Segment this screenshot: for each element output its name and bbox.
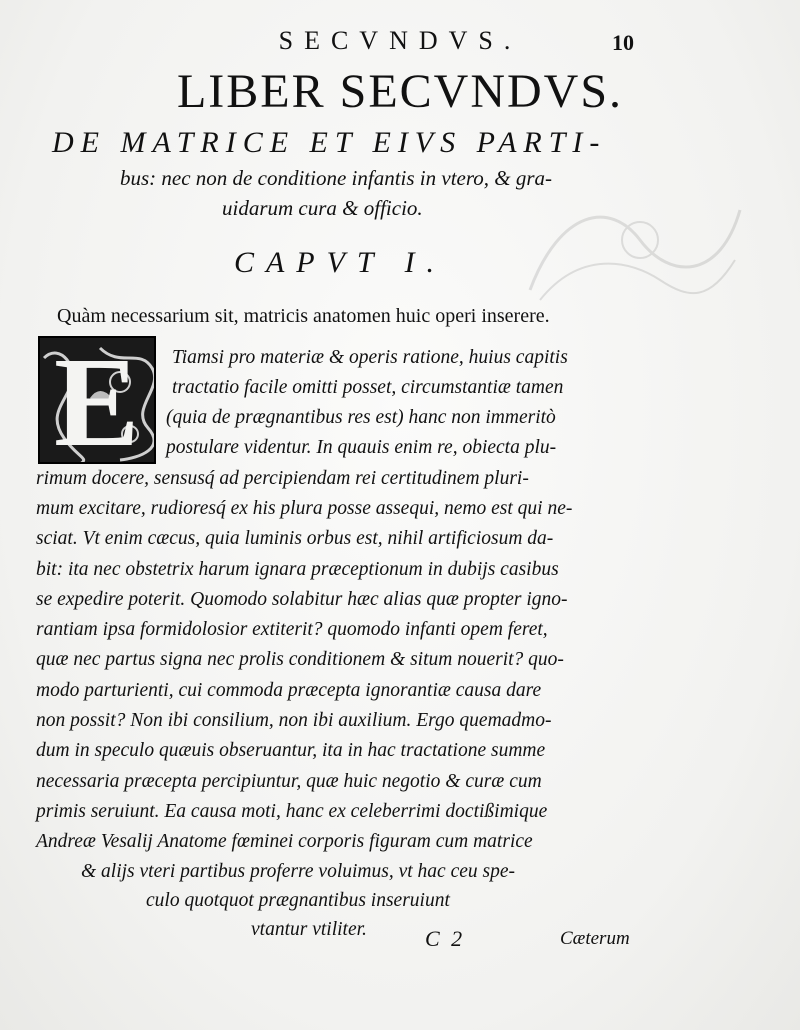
text-line: mum excitare, rudioresq́ ex his plura posse assequi, nemo est qui ne- — [36, 498, 573, 519]
text-line: rimum docere, sensusq́ ad percipiendam rei certitudinem pluri- — [36, 468, 529, 489]
signature-mark: C 2 — [425, 926, 466, 951]
running-head: SECVNDVS. — [278, 26, 522, 55]
catchword: Cæterum — [560, 928, 630, 949]
text-line: primis seruiunt. Ea causa moti, hanc ex celeberrimi doctißimique — [36, 801, 548, 822]
text-line: Tiamsi pro materiæ & operis ratione, huius capitis — [172, 347, 568, 368]
page-number: 10 — [612, 30, 634, 55]
book-title: LIBER SECVNDVS. — [176, 65, 624, 118]
text-line: & alijs vteri partibus proferre voluimus, vt hac ceu spe- — [81, 861, 515, 882]
initial-letter: E — [54, 336, 140, 464]
text-line: bit: ita nec obstetrix harum ignara præceptionum in dubijs casibus — [36, 559, 559, 580]
text-line: sciat. Vt enim cæcus, quia luminis orbus est, nihil artificiosum da- — [36, 528, 554, 549]
text-line: non possit? Non ibi consilium, non ibi auxilium. Ergo quemadmo- — [36, 710, 552, 731]
chapter-title: CAPVT I. — [233, 246, 447, 279]
section-subtitle-line: uidarum cura & officio. — [222, 196, 423, 220]
chapter-caption: Quàm necessarium sit, matricis anatomen huic operi inserere. — [57, 305, 550, 327]
section-subtitle-line: bus: nec non de conditione infantis in vtero, & gra- — [120, 166, 552, 190]
text-line: (quia de prægnantibus res est) hanc non immeritò — [166, 407, 556, 428]
text-line: modo parturienti, cui commoda præcepta ignorantiæ causa dare — [36, 680, 542, 701]
decorated-initial — [38, 336, 156, 464]
text-line: vtantur vtiliter. — [251, 919, 367, 940]
text-line: necessaria præcepta percipiuntur, quæ huic negotio & curæ cum — [36, 771, 542, 792]
text-line: rantiam ipsa formidolosior extiterit? quomodo infanti opem feret, — [36, 619, 548, 640]
text-line: quæ nec partus signa nec prolis conditionem & situm nouerit? quo- — [36, 649, 564, 670]
text-line: tractatio facile omitti posset, circumstantiæ tamen — [172, 377, 564, 398]
text-line: Andreæ Vesalij Anatome fœminei corporis figuram cum matrice — [36, 831, 533, 852]
text-line: postulare videntur. In quauis enim re, obiecta plu- — [166, 437, 557, 458]
text-line: culo quotquot prægnantibus inseruiunt — [146, 890, 450, 911]
text-line: se expedire poterit. Quomodo solabitur hæc alias quæ propter igno- — [36, 589, 568, 610]
text-line: dum in speculo quæuis obseruantur, ita in hac tractatione summe — [36, 740, 546, 761]
section-title: DE MATRICE ET EIVS PARTI- — [52, 126, 607, 159]
